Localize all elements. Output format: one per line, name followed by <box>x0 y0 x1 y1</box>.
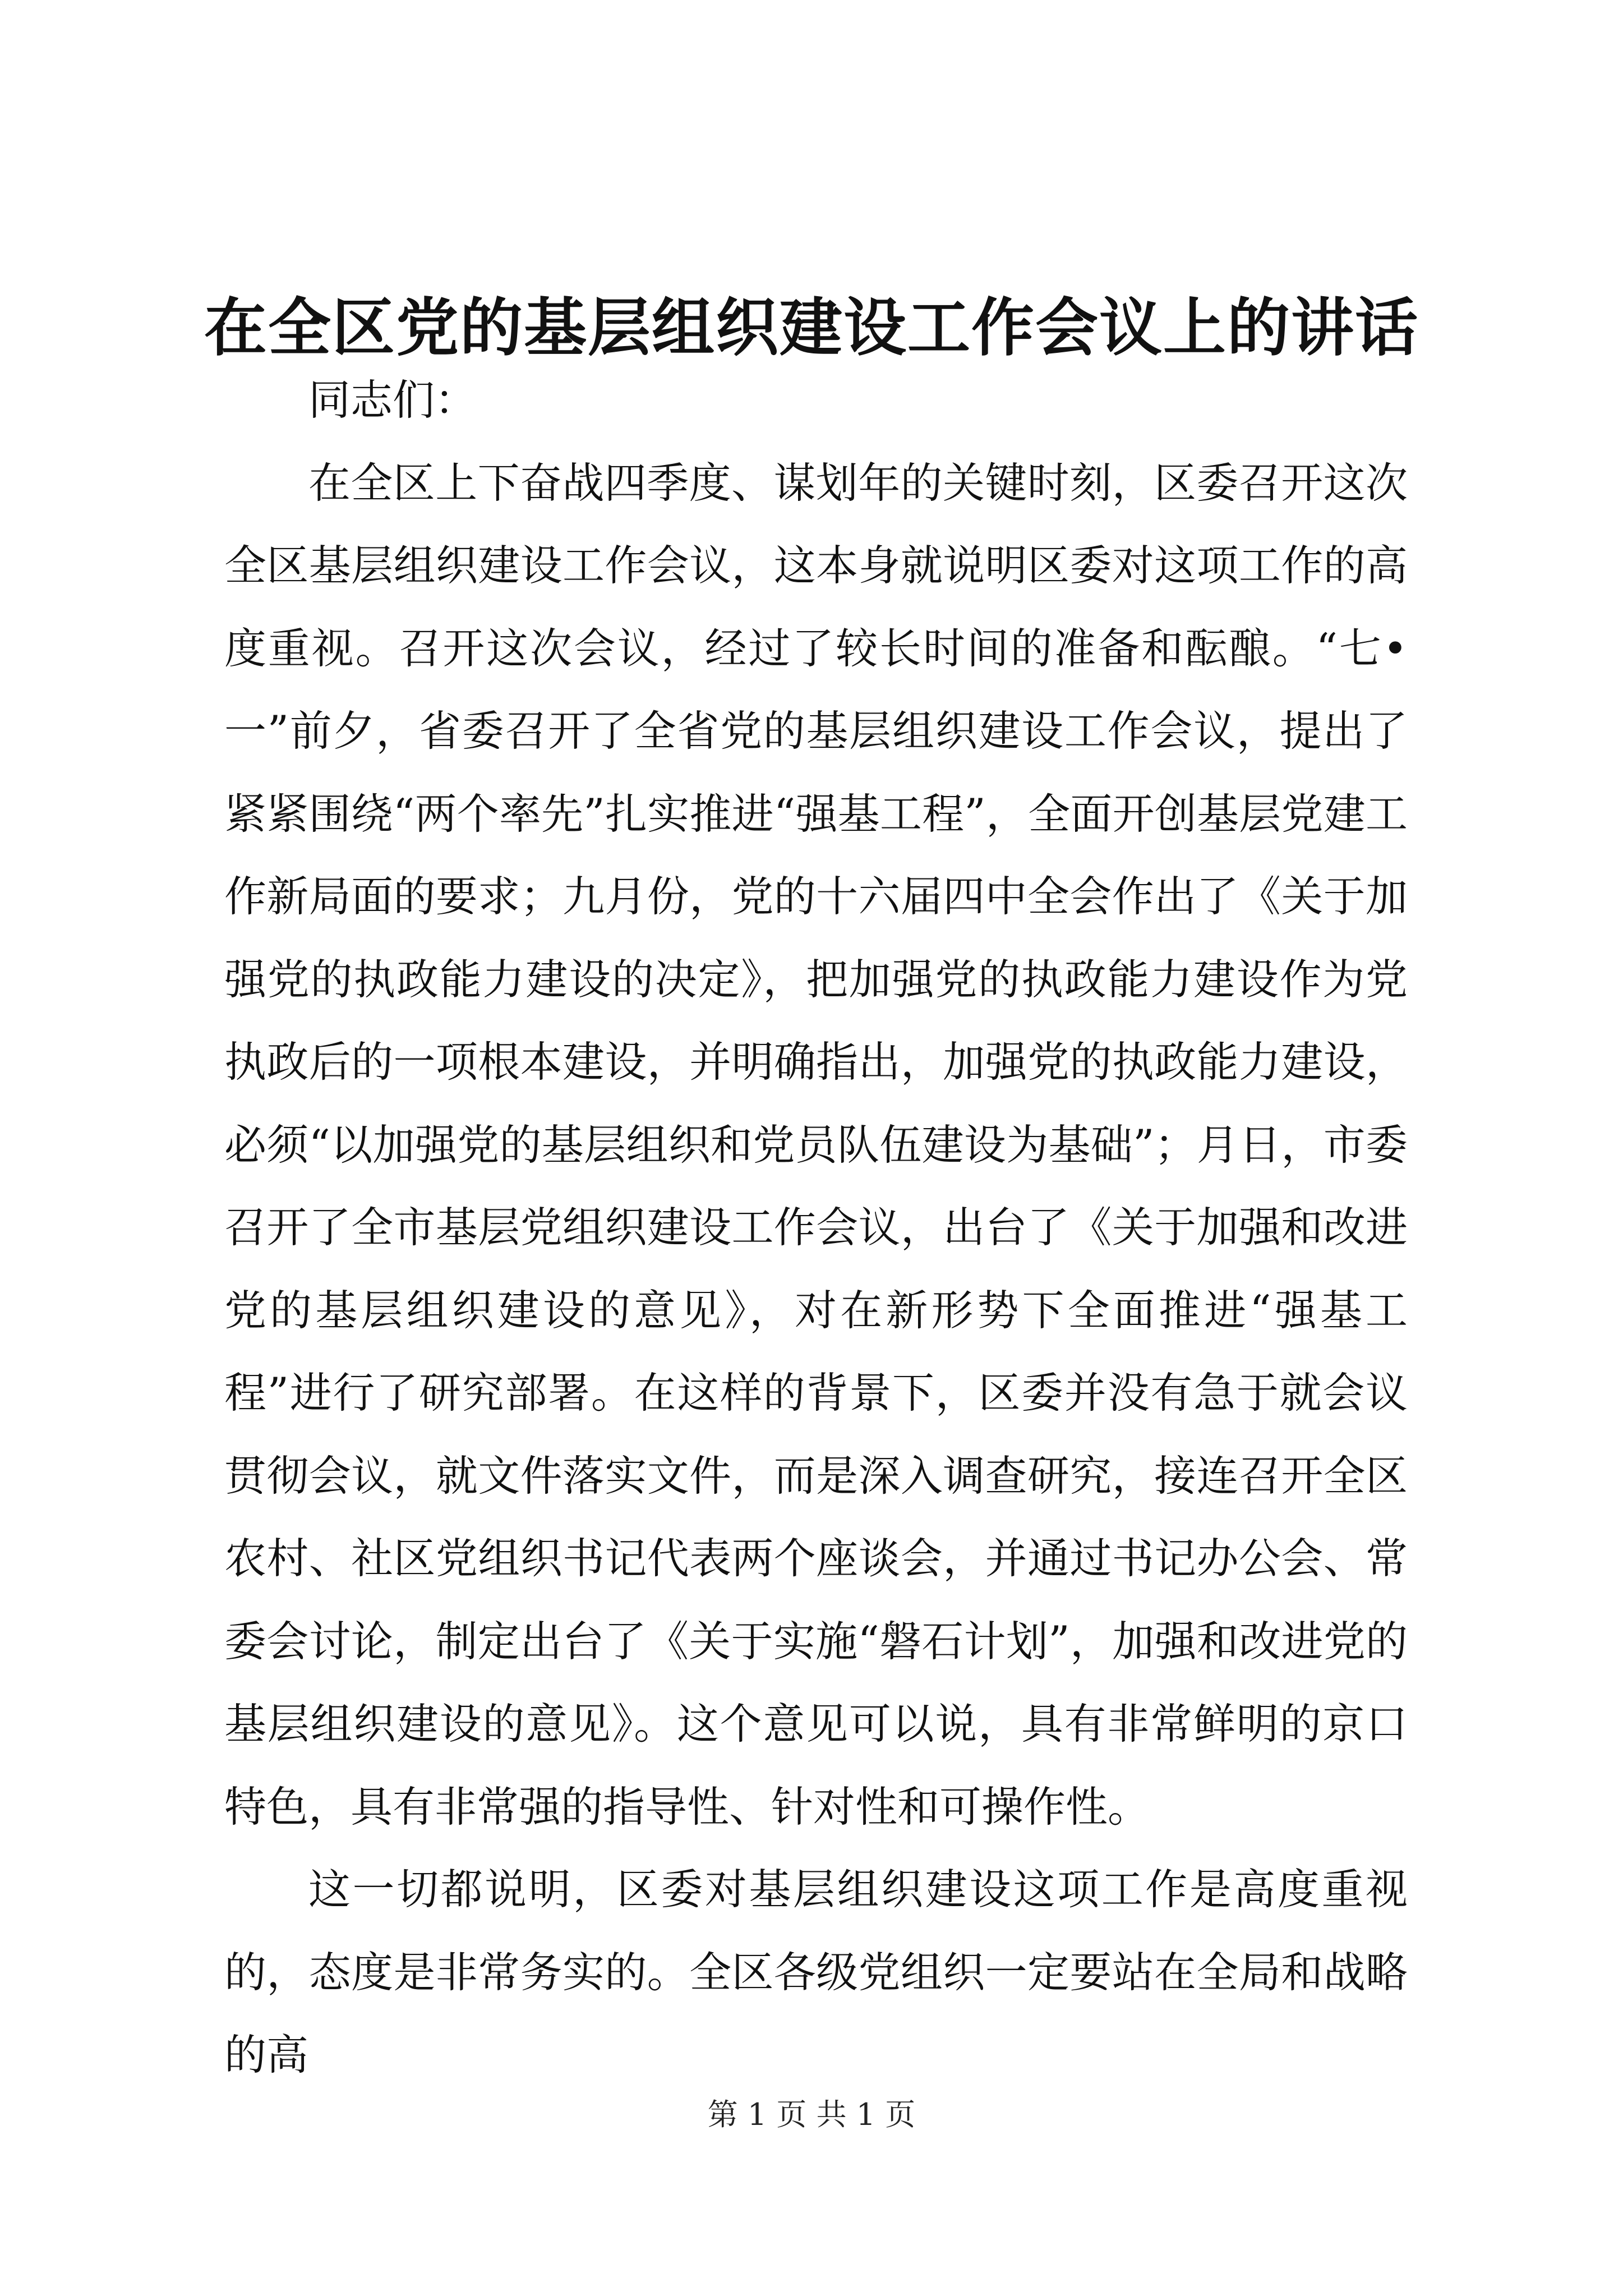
paragraph-2: 这一切都说明，区委对基层组织建设这项工作是高度重视的，态度是非常务实的。全区各级党组织一定要站在全局和战略的高 <box>224 1865 1408 2079</box>
salutation: 同志们： <box>308 375 477 425</box>
paragraph-1: 在全区上下奋战四季度、谋划年的关键时刻，区委召开这次全区基层组织建设工作会议，这本身就说明区委对这项工作的高度重视。召开这次会议，经过了较长时间的准备和酝酿。“七•一”前夕，省委召开了全省党的基层组织建设工作会议，提出了紧紧围绕“两个率先”扎实推进“强基工程”，全面开创基层党建工作新局面的要求；九月份，党的十六届四中全会作出了《关于加强党的执政能力建设的决定》，把加强党的执政能力建设作为党执政后的一项根本建设，并明确指出，加强党的执政能力建设，必须“以加强党的基层组织和党员队伍建设为基础”；月日，市委召开了全市基层党组织建设工作会议，出台了《关于加强和改进党的基层组织建设的意见》，对在新形势下全面推进“强基工程”进行了研究部署。在这样的背景下，区委并没有急于就会议贯彻会议，就文件落实文件，而是深入调查研究，接连召开全区农村、社区党组织书记代表两个座谈会，并通过书记办公会、常委会讨论，制定出台了《关于实施“磐石计划”，加强和改进党的基层组织建设的意见》。这个意见可以说，具有非常鲜明的京口特色，具有非常强的指导性、针对性和可操作性。 <box>224 458 1408 1832</box>
page-footer: 第 1 页 共 1 页 <box>707 2097 916 2132</box>
document-body <box>224 359 1408 2097</box>
document-title: 在全区党的基层组织建设工作会议上的讲话 <box>204 291 1419 365</box>
